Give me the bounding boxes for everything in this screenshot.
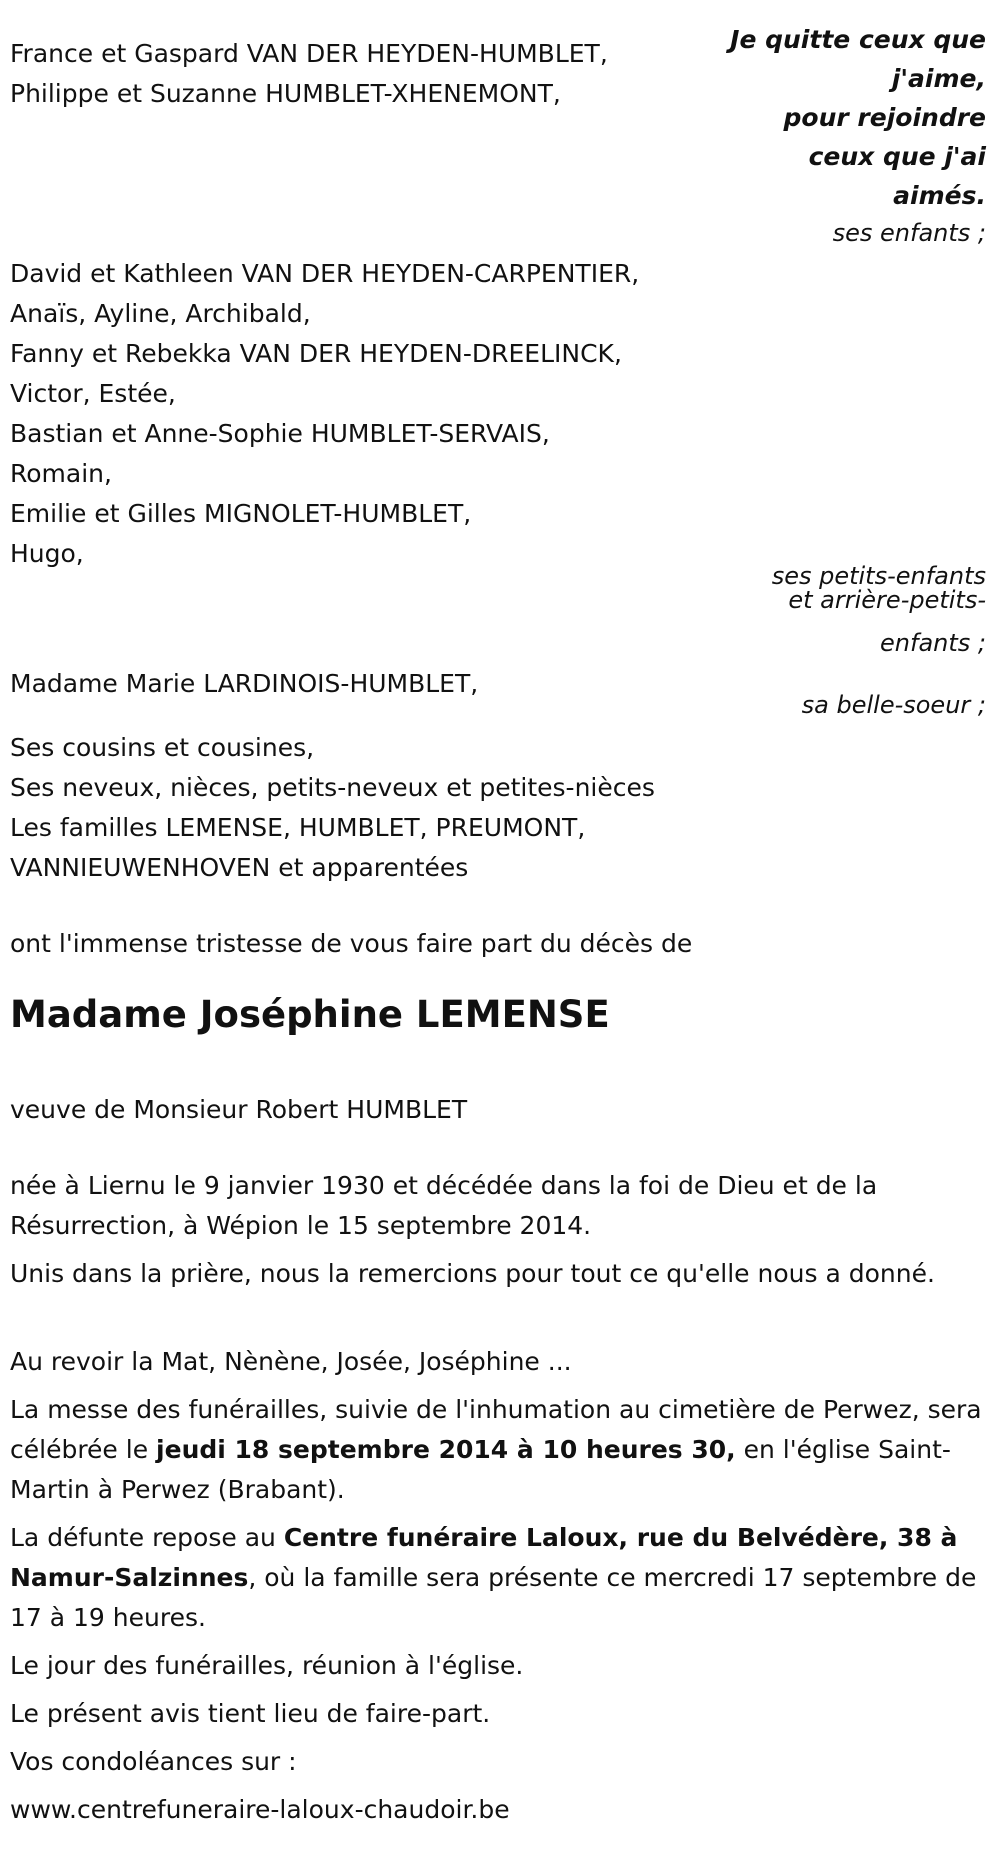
sister-in-law: Madame Marie LARDINOIS-HUMBLET, [10, 669, 479, 698]
motto-line-4: ceux que j'ai [808, 142, 986, 171]
rest-place: Centre funéraire Laloux, rue du Belvédère, 38 à Namur-Salzinnes [10, 1523, 958, 1592]
motto-line-1: Je quitte ceux que [730, 25, 986, 54]
motto [730, 20, 986, 215]
relatives-line-2: Ses neveux, nièces, petits-neveux et petites-nièces [10, 773, 655, 802]
header-line-1: France et Gaspard VAN DER HEYDEN-HUMBLET, [10, 39, 608, 68]
grandchildren-line-1: David et Kathleen VAN DER HEYDEN-CARPENTIER, [10, 259, 640, 288]
mass-text-2: en l'église Saint-Martin à Perwez (Brabant). [10, 1435, 951, 1504]
motto-line-5: aimés. [893, 181, 986, 210]
deceased-name: Madame Joséphine LEMENSE [10, 993, 610, 1036]
label-children: ses enfants ; [832, 219, 986, 247]
mass-paragraph [10, 1390, 985, 1510]
relatives-line-4: VANNIEUWENHOVEN et apparentées [10, 853, 469, 882]
relatives-line-3: Les familles LEMENSE, HUMBLET, PREUMONT, [10, 813, 586, 842]
grandchildren-line-3: Fanny et Rebekka VAN DER HEYDEN-DREELINCK, [10, 339, 622, 368]
label-grandchildren-2: et arrière-petits- [788, 586, 986, 614]
grandchildren-line-2: Anaïs, Ayline, Archibald, [10, 299, 311, 328]
grandchildren-line-8: Hugo, [10, 539, 84, 568]
grandchildren-line-4: Victor, Estée, [10, 379, 176, 408]
label-grandchildren-3: enfants ; [880, 629, 986, 657]
meeting: Le jour des funérailles, réunion à l'église. [10, 1651, 524, 1680]
grandchildren-line-6: Romain, [10, 459, 112, 488]
rest-text-1: La défunte repose au [10, 1523, 284, 1552]
relatives-line-1: Ses cousins et cousines, [10, 733, 315, 762]
rest-paragraph [10, 1518, 985, 1638]
birth-death: née à Liernu le 9 janvier 1930 et décédée dans la foi de Dieu et de la Résurrection, à Wépion le 15 septembre 2014. [10, 1171, 878, 1240]
label-grandchildren-1: ses petits-enfants [771, 562, 986, 590]
farewell: Au revoir la Mat, Nènène, Josée, Joséphine ... [10, 1347, 572, 1376]
label-sister-in-law: sa belle-soeur ; [801, 691, 986, 719]
widow-of: veuve de Monsieur Robert HUMBLET [10, 1095, 468, 1124]
announcement: ont l'immense tristesse de vous faire part du décès de [10, 929, 693, 958]
header-line-2: Philippe et Suzanne HUMBLET-XHENEMONT, [10, 79, 561, 108]
mass-text-1: La messe des funérailles, suivie de l'inhumation au cimetière de Perwez, sera célébrée le [10, 1395, 982, 1464]
prayer: Unis dans la prière, nous la remercions pour tout ce qu'elle nous a donné. [10, 1259, 935, 1288]
grandchildren-line-5: Bastian et Anne-Sophie HUMBLET-SERVAIS, [10, 419, 550, 448]
motto-line-3: pour rejoindre [783, 103, 986, 132]
website-link[interactable]: www.centrefuneraire-laloux-chaudoir.be [10, 1795, 510, 1824]
notice: Le présent avis tient lieu de faire-part. [10, 1699, 491, 1728]
mass-date: jeudi 18 septembre 2014 à 10 heures 30, [156, 1435, 736, 1464]
condolences-label: Vos condoléances sur : [10, 1747, 297, 1776]
grandchildren-line-7: Emilie et Gilles MIGNOLET-HUMBLET, [10, 499, 472, 528]
rest-text-2: , où la famille sera présente ce mercredi 17 septembre de 17 à 19 heures. [10, 1563, 977, 1632]
motto-line-2: j'aime, [891, 64, 986, 93]
